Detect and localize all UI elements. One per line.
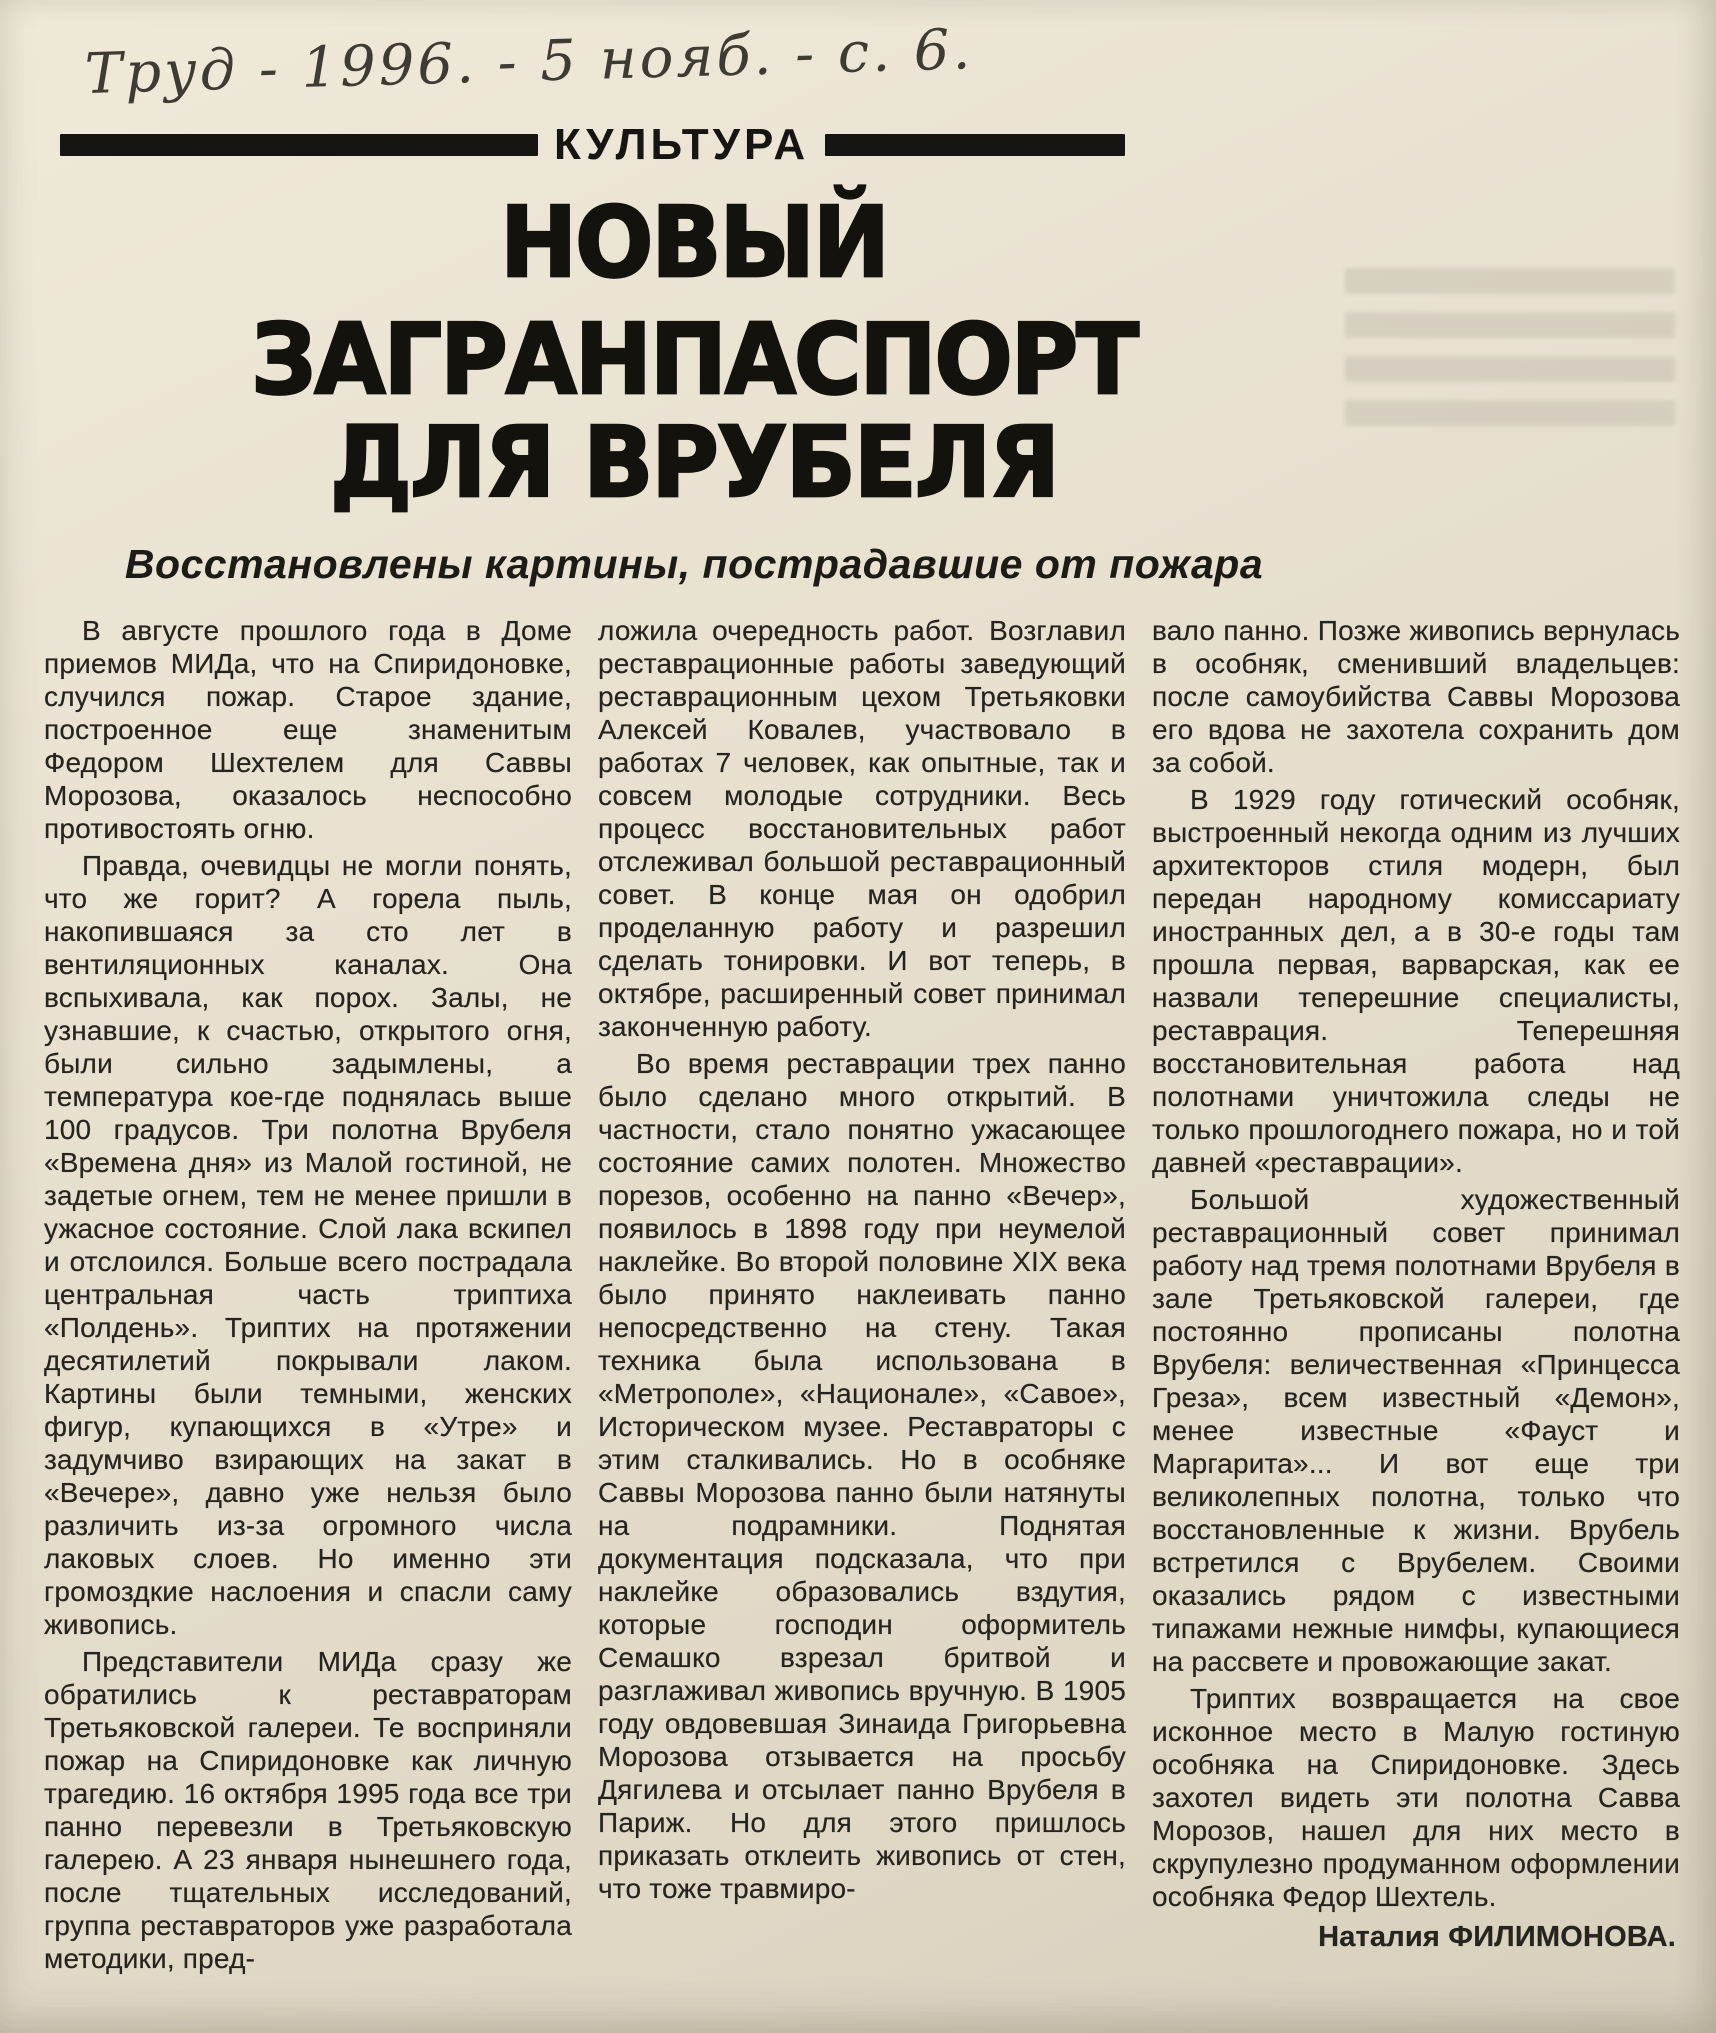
byline: Наталия ФИЛИМОНОВА. [1318, 1921, 1676, 1953]
bleed-through-ghost [1345, 268, 1675, 438]
handwritten-note: Труд - 1996. - 5 нояб. - с. 6. [84, 17, 975, 107]
paragraph: Правда, очевидцы не могли понять, что же горит? А горела пыль, накопившаяся за сто лет в вентиляционных каналах. Она вспыхивала, как порох. Залы, не узнавшие, к счастью, открытого огня, были сильно задымлены, а температура кое-где поднялась выше 100 градусов. Три полотна Врубеля «Времена дня» из Малой гостиной, не задетые огнем, тем не менее пришли в ужасное состояние. Слой лака вскипел и отслоился. Больше всего пострадала центральная часть триптиха «Полдень». Триптих на протяжении десятилетий покрывали лаком. Картины были темными, женских фигур, купающихся в «Утре» и задумчиво взирающих на закат в «Вечере», давно уже нельзя было различить из-за огромного числа лаковых слоев. Но именно эти громоздкие наслоения и спасли саму живопись. [44, 850, 572, 1640]
paragraph: Большой художественный реставрационный совет принимал работу над тремя полотнами Врубеля в зале Третьяковской галереи, где постоянно прописаны полотна Врубеля: величественная «Принцесса Греза», всем известный «Демон», менее известные «Фауст и Маргарита»... И вот еще три великолепных полотна, только что восстановленные к жизни. Врубель встретился с Врубелем. Своими оказались рядом с известными типажами нежные нимфы, купающиеся на рассвете и провожающие закат. [1152, 1184, 1680, 1677]
paragraph: В августе прошлого года в Доме приемов МИДа, что на Спиридоновке, случился пожар. Старое здание, построенное еще знаменитым Федором Шехтелем для Саввы Морозова, оказалось неспособно противостоять огню. [44, 615, 572, 844]
article-header [44, 121, 1344, 588]
headline-line-1: НОВЫЙ ЗАГРАНПАСПОРТ [251, 186, 1137, 417]
paragraph: Представители МИДа сразу же обратились к реставраторам Третьяковской галереи. Те восприняли пожар на Спиридоновке как личную трагедию. 16 октября 1995 года все три панно перевезли в Третьяковскую галерею. А 23 января нынешнего года, после тщательных исследований, группа реставраторов уже разработала методики, пред- [44, 1646, 572, 1974]
banner-left-bar [60, 134, 538, 156]
paragraph: вало панно. Позже живопись вернулась в особняк, сменивший владельцев: после самоубийства Саввы Морозова его вдова не захотела сохранить дом за собой. [1152, 615, 1680, 778]
section-banner [60, 121, 1344, 169]
headline-line-2: ДЛЯ ВРУБЕЛЯ [330, 406, 1058, 520]
column-3 [1152, 614, 1680, 1979]
paragraph: В 1929 году готический особняк, выстроенный некогда одним из лучших архитекторов стиля модерн, был передан народному комиссариату иностранных дел, а в 30-е годы там прошла первая, варварская, как ее назвали теперешние специалисты, реставрация. Теперешняя восстановительная работа над полотнами уничтожила следы не только прошлогоднего пожара, но и той давней «реставрации». [1152, 784, 1680, 1178]
column-2 [598, 614, 1126, 1979]
paragraph: Триптих возвращается на свое исконное место в Малую гостиную особняка на Спиридоновке. Здесь захотел видеть эти полотна Савва Морозов, нашел для них место в скрупулезно продуманном оформлении особняка Федор Шехтель. [1152, 1683, 1680, 1912]
section-title: КУЛЬТУРА [554, 120, 810, 169]
paragraph: ложила очередность работ. Возглавил реставрационные работы заведующий реставрационным цехом Третьяковки Алексей Ковалев, участвовало в работах 7 человек, как опытные, так и совсем молодые сотрудники. Весь процесс восстановительных работ отслеживал большой реставрационный совет. В конце мая он одобрил проделанную работу и разрешил сделать тонировки. И вот теперь, в октябре, расширенный совет принимал законченную работу. [598, 615, 1126, 1042]
headline [44, 185, 1344, 520]
subtitle: Восстановлены картины, пострадавшие от пожара [124, 541, 1264, 587]
banner-right-bar [825, 134, 1125, 156]
paragraph: Во время реставрации трех панно было сделано много открытий. В частности, стало понятно ужасающее состояние самих полотен. Множество порезов, особенно на панно «Вечер», появилось в 1898 году при неумелой наклейке. Во второй половине XIX века было принято наклеивать панно непосредственно на стену. Такая техника была использована в «Метрополе», «Национале», «Савое», Историческом музее. Реставраторы с этим сталкивались. Но в особняке Саввы Морозова панно были натянуты на подрамники. Поднятая документация подсказала, что при наклейке образовались вздутия, которые господин оформитель Семашко взрезал бритвой и разглаживал живопись вручную. В 1905 году овдовевшая Зинаида Григорьевна Морозова отзывается на просьбу Дягилева и отсылает панно Врубеля в Париж. Но для этого пришлось приказать отклеить живопись от стен, что тоже травмиро- [598, 1048, 1126, 1904]
column-1 [44, 614, 572, 1979]
article-body [44, 614, 1680, 1979]
